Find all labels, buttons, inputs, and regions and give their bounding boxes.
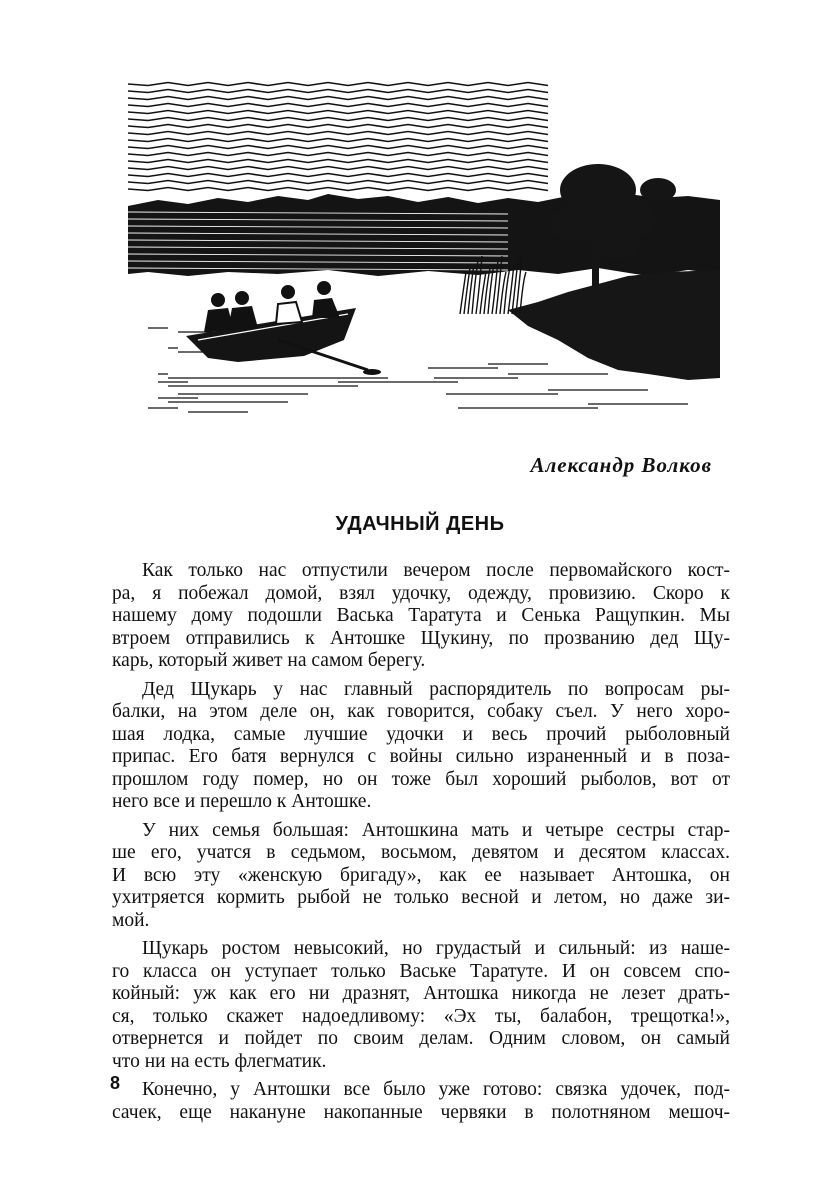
text-line: мой. — [112, 909, 150, 931]
author-name: Александр Волков — [530, 453, 712, 477]
water-hatch — [458, 404, 688, 408]
water-hatch — [158, 398, 288, 402]
sky-hatch — [128, 97, 548, 100]
page-number: 8 — [110, 1073, 121, 1093]
text-line: Как только нас отпустили вечером после первомайского кост- — [142, 560, 730, 581]
text-line: ра, я побежал домой, взял удочку, одежду, провизию. Скоро к — [112, 582, 730, 604]
water-hatch — [158, 382, 358, 386]
sky-hatch — [128, 160, 548, 163]
sky-hatch — [128, 90, 548, 93]
sky-hatch — [128, 174, 548, 177]
sky-hatch — [128, 83, 548, 86]
text-line: У них семья большая: Антошкина мать и четыре сестры стар- — [142, 819, 730, 841]
text-line: шая лодка, самые лучшие удочки и весь прочий рыболовный — [112, 723, 730, 745]
boat-on-river-illustration — [128, 78, 720, 422]
sky-hatch — [128, 118, 548, 121]
text-line: ше его, учатся в седьмом, восьмом, девятом и десятом классах. — [112, 842, 730, 863]
text-line: Дед Щукарь у нас главный распорядитель по вопросам ры- — [142, 678, 730, 700]
text-line: И всю эту «женскую бригаду», как ее называет Антошка, он — [112, 864, 730, 886]
text-line: нашему дому подошли Васька Таратута и Сенька Ращупкин. Мы — [112, 605, 730, 626]
sky-hatch — [128, 188, 548, 191]
text-line: что ни на есть флегматик. — [112, 1050, 327, 1072]
water-hatch — [446, 390, 648, 394]
water-hatch — [158, 374, 328, 378]
text-line: Конечно, у Антошки все было уже готово: связка удочек, под- — [142, 1079, 730, 1100]
sky-hatch — [128, 132, 548, 135]
text-line: сачек, еще накануне накопанные червяки в полотняном мешоч- — [112, 1101, 730, 1123]
text-line: ся, только скажет надоедливому: «Эх ты, балабон, трещотка!», — [112, 1005, 730, 1027]
text-line: втроем отправились к Антошке Щукину, по прозванию дед Щу- — [112, 627, 730, 649]
paragraph-4 — [112, 938, 730, 1073]
water-hatch — [428, 364, 548, 368]
water-hatch — [434, 374, 608, 378]
text-line: припас. Его батя вернулся с войны сильно израненный и в поза- — [112, 746, 730, 767]
story-body — [112, 560, 730, 1130]
sky-hatch — [128, 167, 548, 170]
text-line: балки, на этом деле он, как говорится, собаку съел. У него хоро- — [112, 701, 730, 722]
boat — [186, 281, 381, 375]
text-line: карь, который живет на самом берегу. — [112, 650, 426, 671]
sky-hatch — [128, 139, 548, 142]
paragraph-1 — [112, 560, 730, 673]
story-title: УДАЧНЫЙ ДЕНЬ — [335, 513, 505, 535]
text-line: койный: уж как его ни дразнят, Антошка никогда не лезет драть- — [112, 983, 730, 1004]
sky-hatch — [128, 104, 548, 107]
water-hatch — [168, 390, 308, 394]
paragraph-2 — [112, 679, 730, 814]
sky-hatch — [128, 181, 548, 184]
water-hatch — [148, 408, 248, 412]
sky-hatch — [128, 153, 548, 156]
sky-hatch — [128, 146, 548, 149]
text-line: него все и перешло к Антошке. — [112, 791, 372, 812]
paragraph-5 — [112, 1079, 730, 1124]
paragraph-3 — [112, 820, 730, 933]
sky-hatch — [128, 125, 548, 128]
text-line: ухитряется кормить рыбой не только весной и летом, но даже зи- — [112, 887, 730, 908]
text-line: Щукарь ростом невысокий, но грудастый и сильный: из наше- — [142, 938, 730, 959]
text-line: прошлом году помер, но он тоже был хороший рыболов, вот от — [112, 768, 730, 790]
sky-hatch — [128, 111, 548, 114]
text-line: го класса он уступает только Ваське Таратуте. И он совсем спо- — [112, 960, 730, 982]
text-line: отвернется и пойдет по своим делам. Одним словом, он самый — [112, 1028, 730, 1049]
